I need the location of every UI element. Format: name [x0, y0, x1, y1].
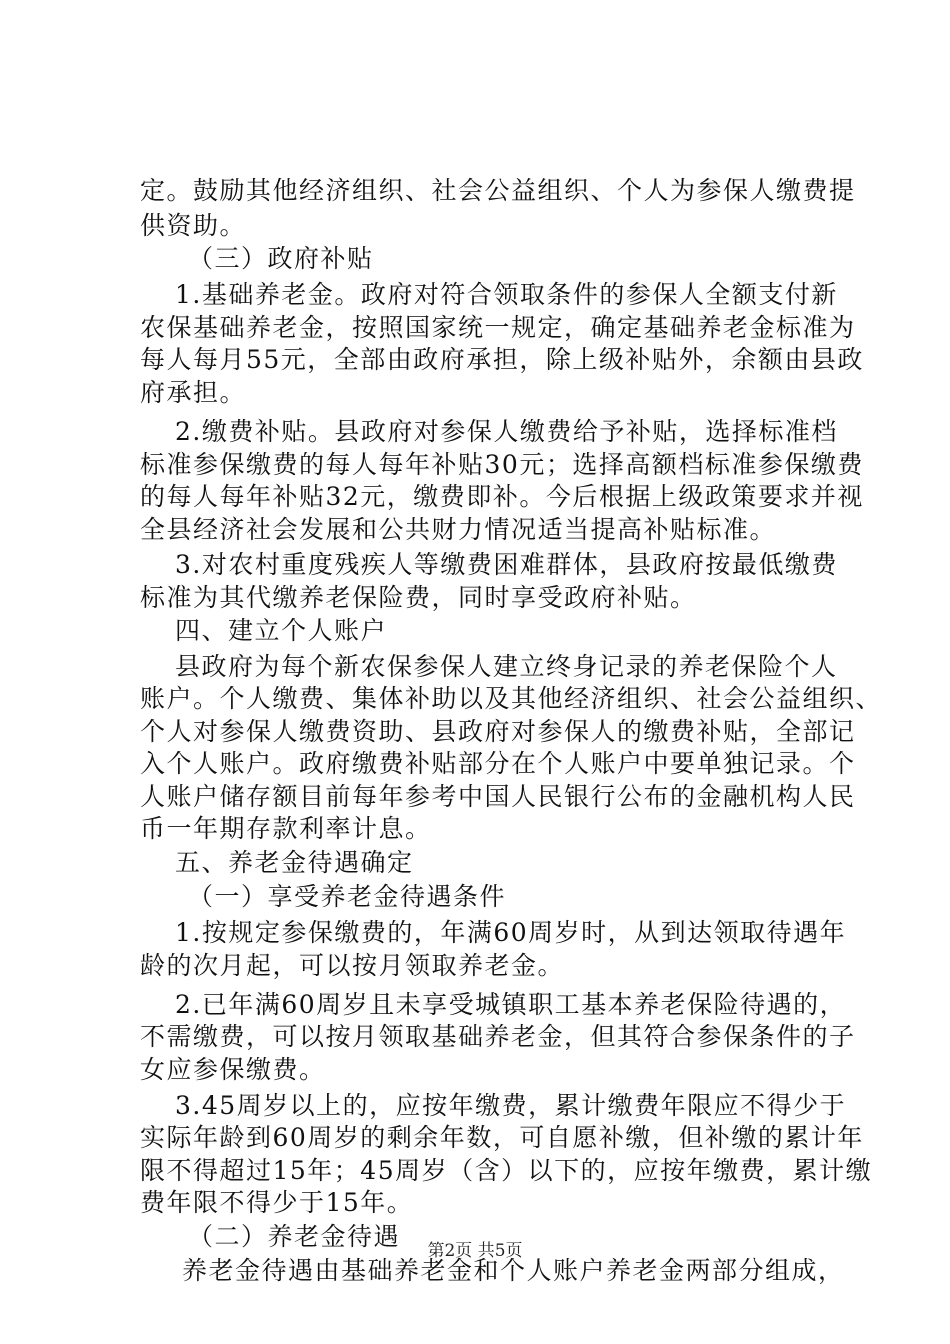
paragraph-line: 1.基础养老金。政府对符合领取条件的参保人全额支付新: [175, 280, 838, 309]
page-footer: 第2页 共5页: [427, 1241, 523, 1261]
paragraph-line: （二）养老金待遇: [188, 1222, 401, 1251]
paragraph-line: 四、建立个人账户: [175, 616, 388, 645]
paragraph-line: 1.按规定参保缴费的，年满60周岁时，从到达领取待遇年: [175, 918, 847, 947]
paragraph-line: 养老金待遇由基础养老金和个人账户养老金两部分组成，: [182, 1256, 845, 1285]
paragraph-line: 入个人账户。政府缴费补贴部分在个人账户中要单独记录。个: [140, 749, 856, 778]
paragraph-line: 定。鼓励其他经济组织、社会公益组织、个人为参保人缴费提: [140, 176, 856, 205]
paragraph-line: 府承担。: [140, 378, 247, 407]
paragraph-line: 人账户储存额目前每年参考中国人民银行公布的金融机构人民: [140, 782, 856, 811]
paragraph-line: 全县经济社会发展和公共财力情况适当提高补贴标准。: [140, 515, 777, 544]
paragraph-line: 实际年龄到60周岁的剩余年数，可自愿补缴，但补缴的累计年: [140, 1123, 864, 1152]
paragraph-line: （三）政府补贴: [188, 244, 374, 273]
paragraph-line: 币一年期存款利率计息。: [140, 814, 432, 843]
paragraph-line: 2.缴费补贴。县政府对参保人缴费给予补贴，选择标准档: [175, 417, 838, 446]
paragraph-line: 县政府为每个新农保参保人建立终身记录的养老保险个人: [175, 652, 838, 681]
paragraph-line: 账户。个人缴费、集体补助以及其他经济组织、社会公益组织、: [140, 684, 883, 713]
paragraph-line: 龄的次月起，可以按月领取养老金。: [140, 951, 565, 980]
paragraph-line: 标准参保缴费的每人每年补贴30元；选择高额档标准参保缴费: [140, 450, 864, 479]
paragraph-line: 个人对参保人缴费资助、县政府对参保人的缴费补贴，全部记: [140, 717, 856, 746]
paragraph-line: 女应参保缴费。: [140, 1055, 326, 1084]
paragraph-line: 2.已年满60周岁且未享受城镇职工基本养老保险待遇的，: [175, 990, 847, 1019]
paragraph-line: 供资助。: [140, 211, 247, 240]
paragraph-line: 的每人每年补贴32元，缴费即补。今后根据上级政策要求并视: [140, 482, 864, 511]
paragraph-line: 标准为其代缴养老保险费，同时享受政府补贴。: [140, 583, 697, 612]
paragraph-line: 不需缴费，可以按月领取基础养老金，但其符合参保条件的子: [140, 1022, 856, 1051]
paragraph-line: 每人每月55元，全部由政府承担，除上级补贴外，余额由县政: [140, 345, 864, 374]
paragraph-line: 五、养老金待遇确定: [175, 848, 414, 877]
paragraph-line: 费年限不得少于15年。: [140, 1188, 414, 1217]
paragraph-line: （一）享受养老金待遇条件: [188, 882, 507, 911]
paragraph-line: 农保基础养老金，按照国家统一规定，确定基础养老金标准为: [140, 313, 856, 342]
paragraph-line: 3.对农村重度残疾人等缴费困难群体，县政府按最低缴费: [175, 550, 838, 579]
paragraph-line: 3.45周岁以上的，应按年缴费，累计缴费年限应不得少于: [175, 1091, 847, 1120]
paragraph-line: 限不得超过15年；45周岁（含）以下的，应按年缴费，累计缴: [140, 1156, 873, 1185]
